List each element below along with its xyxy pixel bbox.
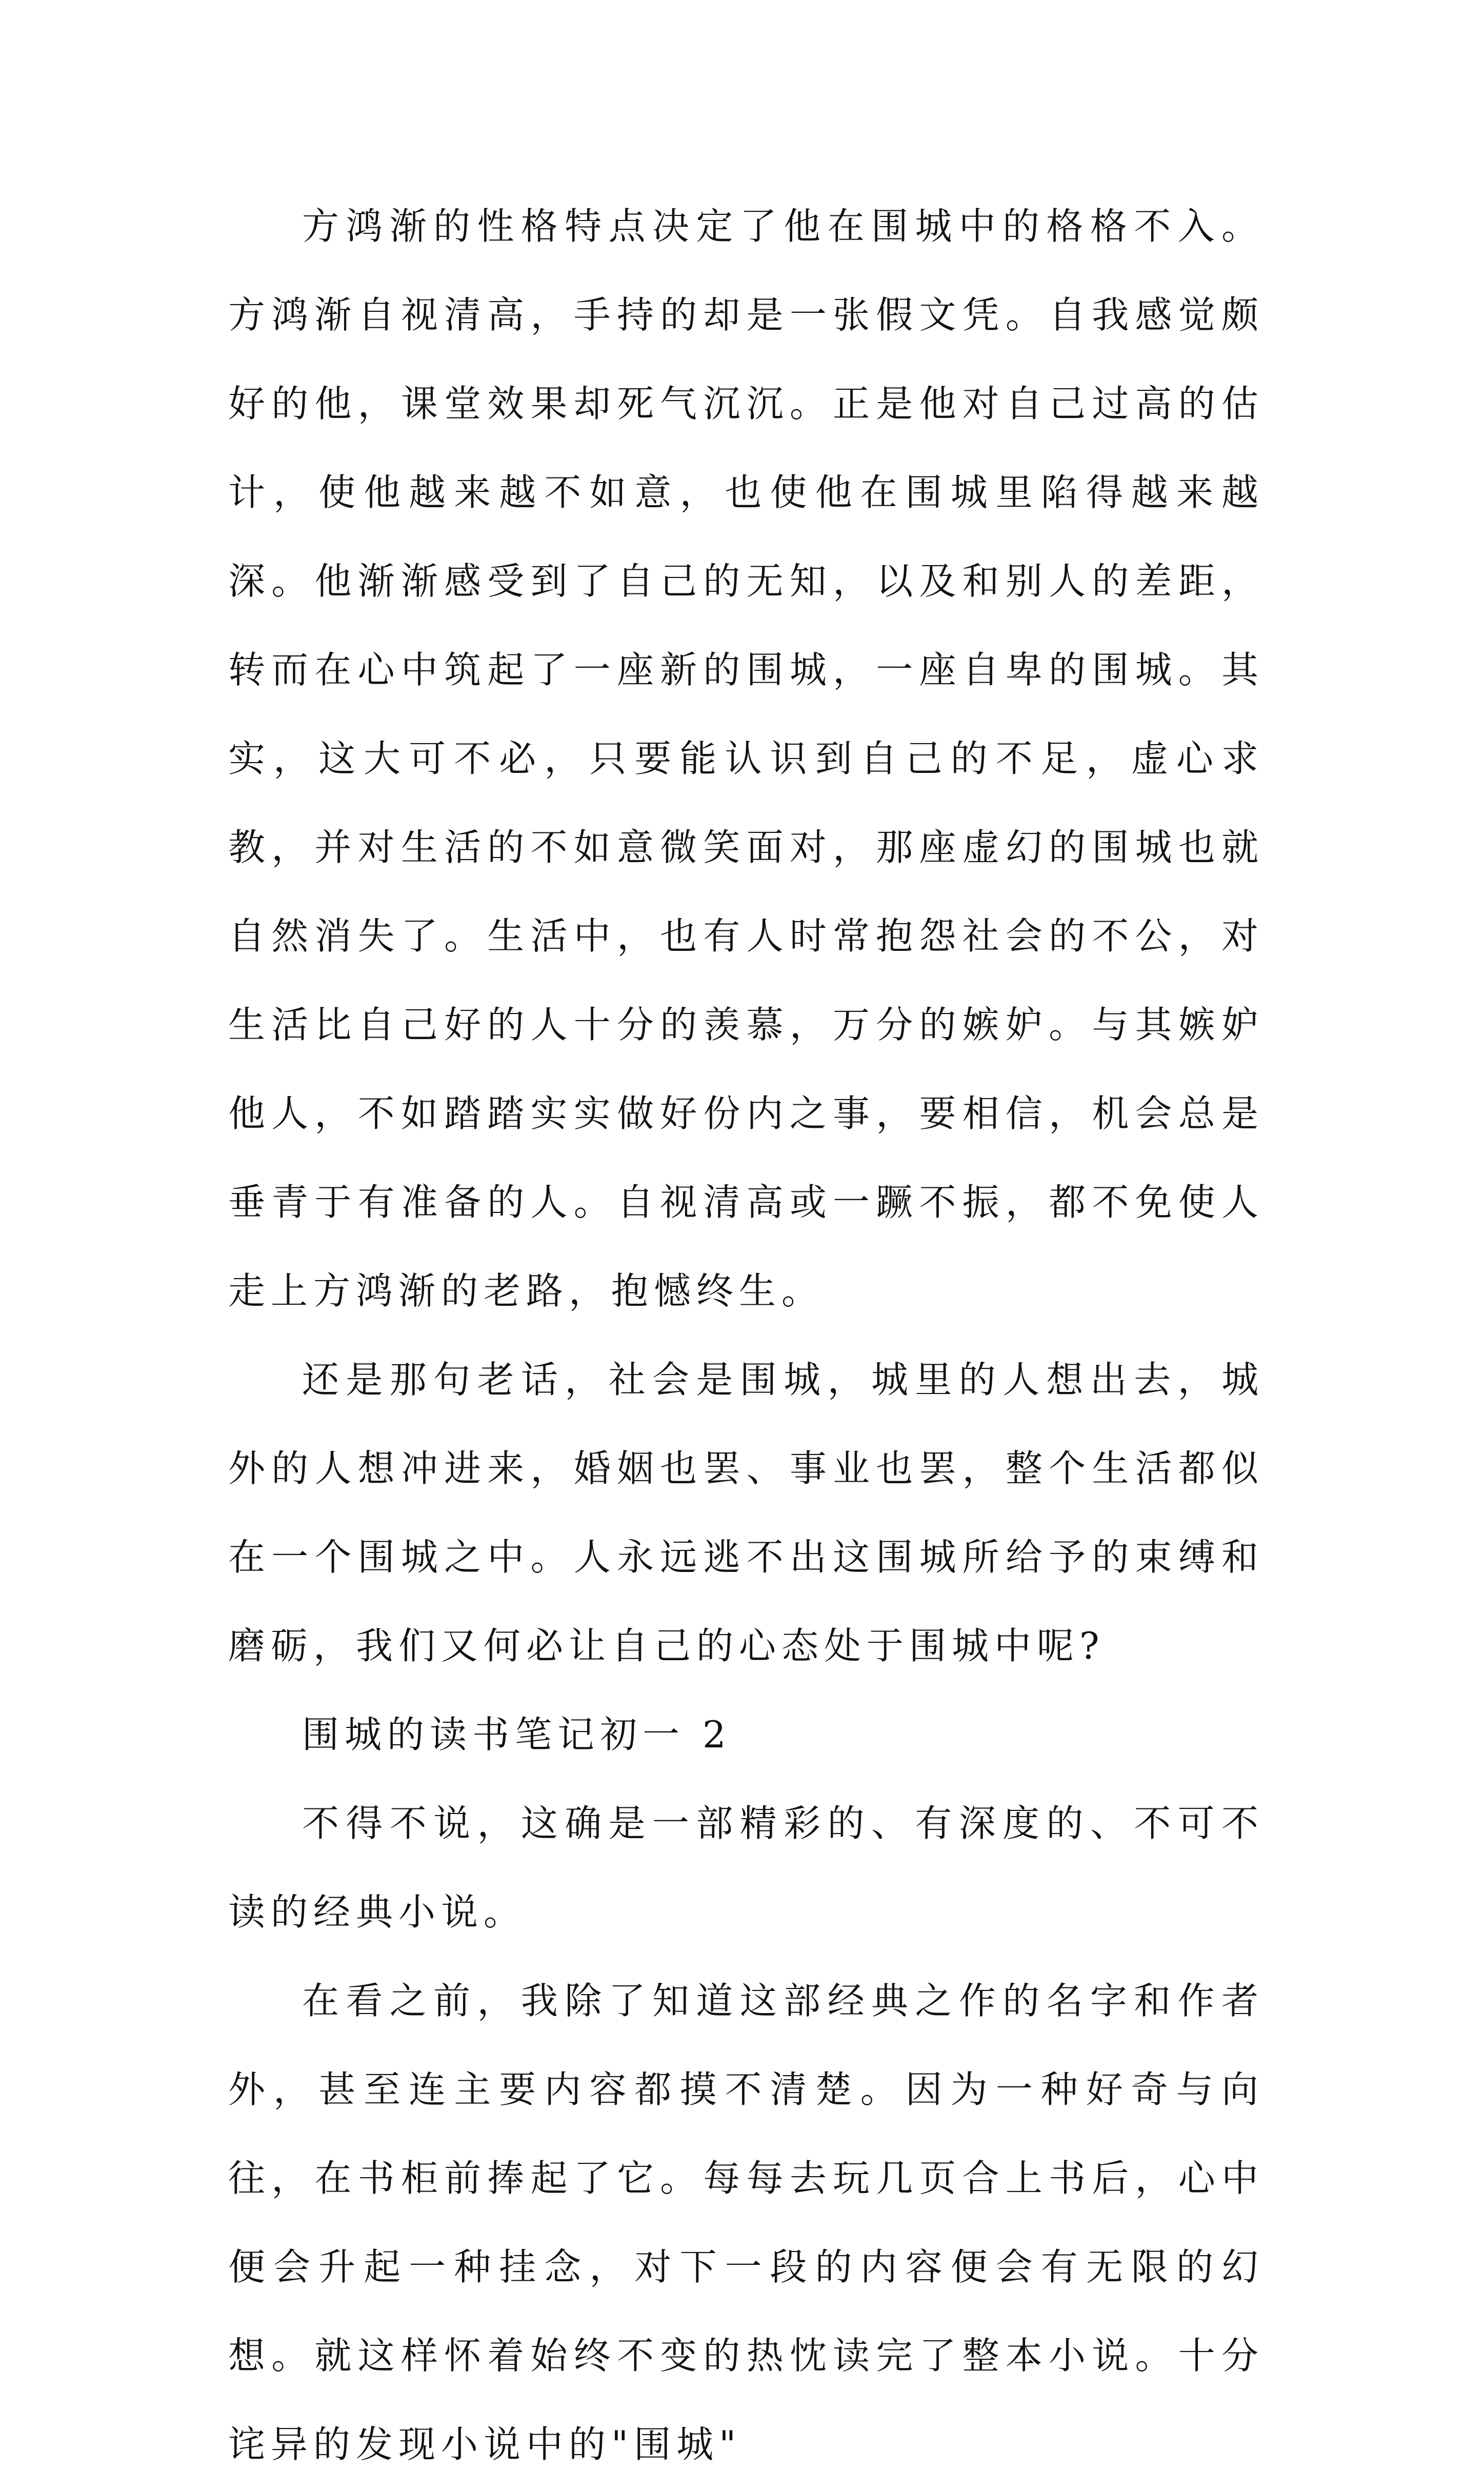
section-heading: 围城的读书笔记初一 2	[302, 1713, 732, 1756]
paragraph-classic-novel: 不得不说，这确是一部精彩的、有深度的、不可不读的经典小说。	[228, 1802, 1264, 1934]
document-body	[228, 182, 1264, 2489]
paragraph-old-saying: 还是那句老话，社会是围城，城里的人想出去，城外的人想冲进来，婚姻也罢、事业也罢，整个生活都似在一个围城之中。人永远逃不出这围城所给予的束缚和磨砺，我们又何必让自己的心态处于围城中呢?	[228, 1358, 1264, 1667]
paragraph-before-reading: 在看之前，我除了知道这部经典之作的名字和作者外，甚至连主要内容都摸不清楚。因为一种好奇与向往，在书柜前捧起了它。每每去玩几页合上书后，心中便会升起一种挂念，对下一段的内容便会有无限的幻想。就这样怀着始终不变的热忱读完了整本小说。十分诧异的发现小说中的"围城"	[228, 1979, 1264, 2466]
paragraph-fang-hongjian-character: 方鸿渐的性格特点决定了他在围城中的格格不入。方鸿渐自视清高，手持的却是一张假文凭。自我感觉颇好的他，课堂效果却死气沉沉。正是他对自己过高的估计，使他越来越不如意，也使他在围城里陷得越来越深。他渐渐感受到了自己的无知，以及和别人的差距，转而在心中筑起了一座新的围城，一座自卑的围城。其实，这大可不必，只要能认识到自己的不足，虚心求教，并对生活的不如意微笑面对，那座虚幻的围城也就自然消失了。生活中，也有人时常抱怨社会的不公，对生活比自己好的人十分的羡慕，万分的嫉妒。与其嫉妒他人，不如踏踏实实做好份内之事，要相信，机会总是垂青于有准备的人。自视清高或一蹶不振，都不免使人走上方鸿渐的老路，抱憾终生。	[228, 205, 1264, 1312]
